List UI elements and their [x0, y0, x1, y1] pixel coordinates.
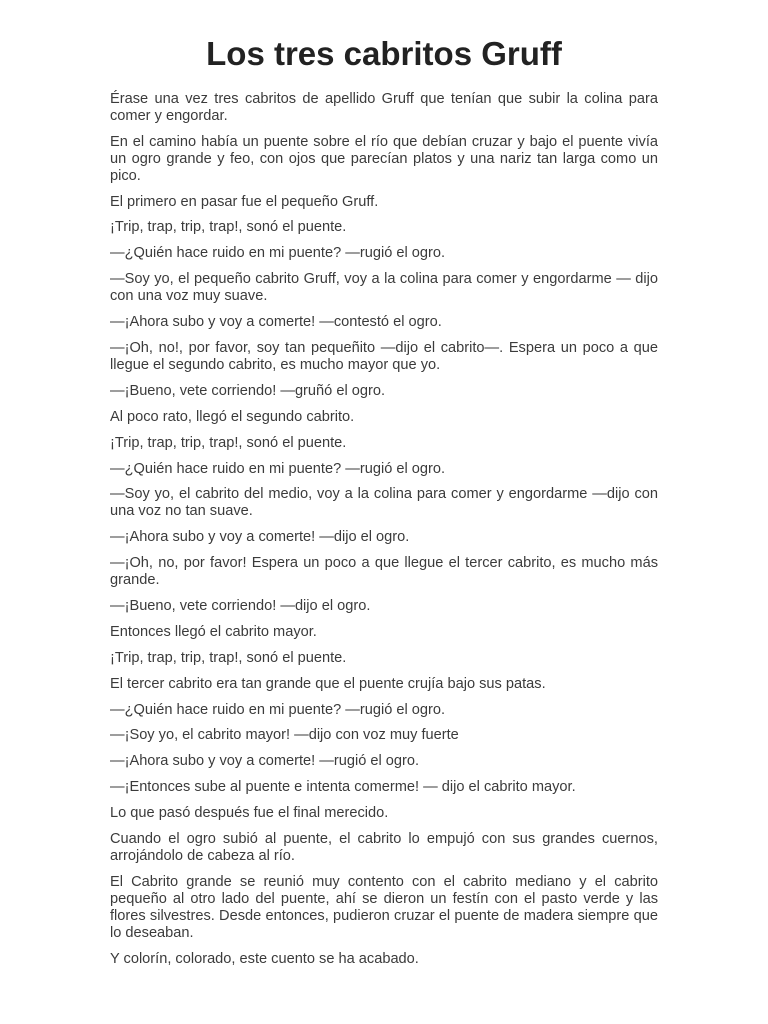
paragraph: —¡Bueno, vete corriendo! —dijo el ogro. — [110, 597, 371, 614]
paragraph: ¡Trip, trap, trip, trap!, sonó el puente. — [110, 434, 347, 451]
paragraph: Entonces llegó el cabrito mayor. — [110, 623, 317, 640]
paragraph: —¡Oh, no!, por favor, soy tan pequeñito —dijo el cabrito—. Espera un poco a que llegue el segundo cabrito, es mucho mayor que yo. — [110, 339, 658, 373]
paragraph: Érase una vez tres cabritos de apellido Gruff que tenían que subir la colina para comer y engordar. — [110, 91, 658, 124]
paragraph: —¿Quién hace ruido en mi puente? —rugió el ogro. — [110, 245, 446, 262]
paragraph: —¡Entonces sube al puente e intenta comerme! — dijo el cabrito mayor. — [110, 779, 576, 796]
paragraph: —Soy yo, el cabrito del medio, voy a la colina para comer y engordarme —dijo con una voz no tan suave. — [110, 486, 658, 520]
paragraph: En el camino había un puente sobre el río que debían cruzar y bajo el puente vivía un ogro grande y feo, con ojos que parecían platos y una nariz tan larga como un pico. — [110, 133, 658, 184]
paragraph: —¡Ahora subo y voy a comerte! —contestó el ogro. — [110, 314, 442, 331]
paragraph: El primero en pasar fue el pequeño Gruff. — [110, 193, 379, 210]
paragraph: —¿Quién hace ruido en mi puente? —rugió el ogro. — [110, 701, 446, 718]
paragraph: Y colorín, colorado, este cuento se ha acabado. — [110, 950, 419, 967]
paragraph: Lo que pasó después fue el final merecido. — [110, 805, 389, 822]
paragraph: —¡Ahora subo y voy a comerte! —rugió el ogro. — [110, 753, 420, 770]
paragraph: ¡Trip, trap, trip, trap!, sonó el puente. — [110, 649, 347, 666]
paragraph: —¡Ahora subo y voy a comerte! —dijo el ogro. — [110, 529, 410, 546]
paragraph: Cuando el ogro subió al puente, el cabrito lo empujó con sus grandes cuernos, arrojándolo de cabeza al río. — [110, 831, 658, 864]
paragraph: ¡Trip, trap, trip, trap!, sonó el puente. — [110, 219, 347, 236]
story-title: Los tres cabritos Gruff — [206, 35, 562, 72]
paragraph: Al poco rato, llegó el segundo cabrito. — [110, 408, 355, 425]
paragraph: —¡Soy yo, el cabrito mayor! —dijo con voz muy fuerte — [110, 727, 459, 744]
paragraph: El Cabrito grande se reunió muy contento con el cabrito mediano y el cabrito pequeño al otro lado del puente, ahí se dieron un festín con el pasto verde y las flores silvestres. Desde entonces, pudieron cruzar el puente de madera siempre que lo deseaban. — [110, 873, 658, 941]
story-body — [110, 91, 658, 976]
paragraph: —¿Quién hace ruido en mi puente? —rugió el ogro. — [110, 460, 446, 477]
paragraph: —¡Bueno, vete corriendo! —gruñó el ogro. — [110, 382, 386, 399]
paragraph: —¡Oh, no, por favor! Espera un poco a que llegue el tercer cabrito, es mucho más grande. — [110, 555, 658, 589]
paragraph: El tercer cabrito era tan grande que el puente crujía bajo sus patas. — [110, 675, 546, 692]
paragraph: —Soy yo, el pequeño cabrito Gruff, voy a la colina para comer y engordarme — dijo con una voz muy suave. — [110, 271, 658, 305]
